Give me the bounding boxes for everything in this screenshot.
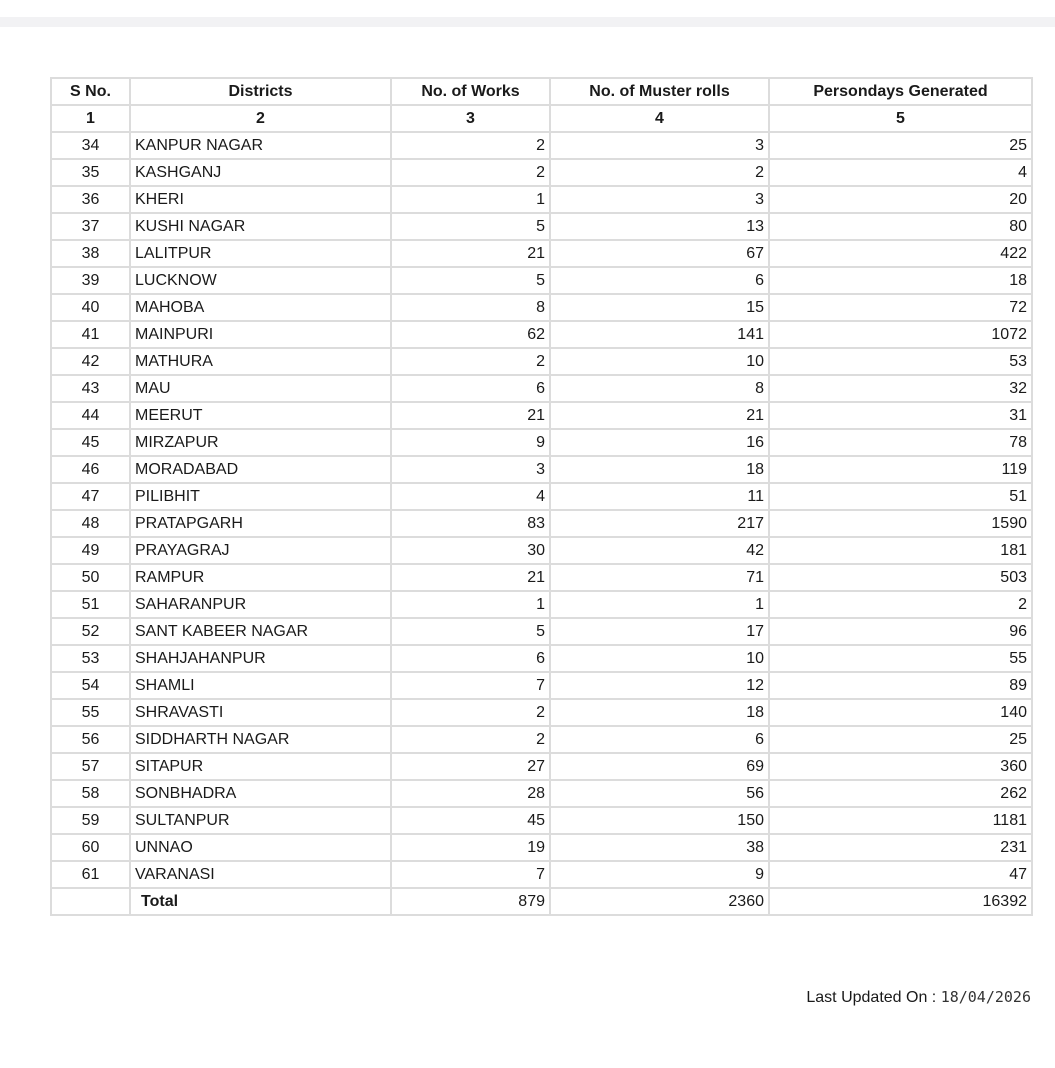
cell-muster-rolls: 217: [550, 510, 769, 537]
cell-district: MIRZAPUR: [130, 429, 391, 456]
cell-persondays: 1590: [769, 510, 1032, 537]
cell-district: VARANASI: [130, 861, 391, 888]
cell-persondays: 2: [769, 591, 1032, 618]
table-row: [51, 267, 1032, 294]
cell-persondays: 55: [769, 645, 1032, 672]
cell-sno: 39: [51, 267, 130, 294]
cell-works: 1: [391, 591, 550, 618]
table-row: [51, 240, 1032, 267]
cell-district: SHAMLI: [130, 672, 391, 699]
cell-persondays: 25: [769, 726, 1032, 753]
cell-works: 27: [391, 753, 550, 780]
cell-district: MEERUT: [130, 402, 391, 429]
cell-sno: 58: [51, 780, 130, 807]
cell-muster-rolls: 15: [550, 294, 769, 321]
total-label: Total: [130, 888, 391, 915]
header-works: No. of Works: [391, 78, 550, 105]
cell-persondays: 31: [769, 402, 1032, 429]
cell-district: SONBHADRA: [130, 780, 391, 807]
table-row: [51, 348, 1032, 375]
cell-persondays: 4: [769, 159, 1032, 186]
cell-sno: 57: [51, 753, 130, 780]
cell-sno: 45: [51, 429, 130, 456]
cell-sno: 41: [51, 321, 130, 348]
cell-persondays: 262: [769, 780, 1032, 807]
cell-works: 1: [391, 186, 550, 213]
cell-district: SHAHJAHANPUR: [130, 645, 391, 672]
table-row: [51, 456, 1032, 483]
cell-muster-rolls: 150: [550, 807, 769, 834]
last-updated-label: Last Updated On :: [806, 989, 937, 1006]
cell-sno: 47: [51, 483, 130, 510]
cell-sno: 54: [51, 672, 130, 699]
cell-works: 21: [391, 240, 550, 267]
cell-persondays: 119: [769, 456, 1032, 483]
cell-sno: 34: [51, 132, 130, 159]
cell-works: 21: [391, 564, 550, 591]
cell-persondays: 53: [769, 348, 1032, 375]
table-row: [51, 159, 1032, 186]
cell-persondays: 181: [769, 537, 1032, 564]
cell-works: 2: [391, 132, 550, 159]
cell-muster-rolls: 2: [550, 159, 769, 186]
cell-muster-rolls: 69: [550, 753, 769, 780]
column-number: 3: [391, 105, 550, 132]
cell-district: KANPUR NAGAR: [130, 132, 391, 159]
cell-sno: 44: [51, 402, 130, 429]
table-row: [51, 429, 1032, 456]
cell-district: PRAYAGRAJ: [130, 537, 391, 564]
total-muster-rolls: 2360: [550, 888, 769, 915]
cell-district: SANT KABEER NAGAR: [130, 618, 391, 645]
cell-works: 21: [391, 402, 550, 429]
cell-sno: 53: [51, 645, 130, 672]
table-row: [51, 861, 1032, 888]
cell-works: 6: [391, 645, 550, 672]
header-persondays: Persondays Generated: [769, 78, 1032, 105]
cell-sno: 59: [51, 807, 130, 834]
cell-district: LUCKNOW: [130, 267, 391, 294]
cell-district: MATHURA: [130, 348, 391, 375]
table-row: [51, 672, 1032, 699]
total-row: [51, 888, 1032, 915]
table-row: [51, 186, 1032, 213]
cell-muster-rolls: 12: [550, 672, 769, 699]
table-row: [51, 591, 1032, 618]
cell-muster-rolls: 67: [550, 240, 769, 267]
cell-persondays: 96: [769, 618, 1032, 645]
cell-muster-rolls: 13: [550, 213, 769, 240]
cell-sno: 42: [51, 348, 130, 375]
table-row: [51, 726, 1032, 753]
cell-muster-rolls: 38: [550, 834, 769, 861]
table-row: [51, 132, 1032, 159]
cell-muster-rolls: 9: [550, 861, 769, 888]
table-row: [51, 483, 1032, 510]
total-works: 879: [391, 888, 550, 915]
last-updated: [806, 988, 1031, 1007]
cell-sno: 51: [51, 591, 130, 618]
column-number: 5: [769, 105, 1032, 132]
cell-muster-rolls: 141: [550, 321, 769, 348]
cell-district: SITAPUR: [130, 753, 391, 780]
cell-persondays: 18: [769, 267, 1032, 294]
cell-works: 5: [391, 618, 550, 645]
table-row: [51, 375, 1032, 402]
cell-works: 28: [391, 780, 550, 807]
cell-persondays: 360: [769, 753, 1032, 780]
cell-muster-rolls: 16: [550, 429, 769, 456]
header-muster-rolls: No. of Muster rolls: [550, 78, 769, 105]
cell-works: 2: [391, 726, 550, 753]
cell-district: KASHGANJ: [130, 159, 391, 186]
district-report-table: [50, 77, 1033, 916]
cell-muster-rolls: 56: [550, 780, 769, 807]
cell-sno: 56: [51, 726, 130, 753]
cell-district: MAU: [130, 375, 391, 402]
cell-persondays: 1072: [769, 321, 1032, 348]
cell-persondays: 231: [769, 834, 1032, 861]
table-row: [51, 618, 1032, 645]
cell-muster-rolls: 1: [550, 591, 769, 618]
cell-muster-rolls: 8: [550, 375, 769, 402]
cell-persondays: 80: [769, 213, 1032, 240]
cell-district: MAINPURI: [130, 321, 391, 348]
cell-persondays: 20: [769, 186, 1032, 213]
cell-works: 8: [391, 294, 550, 321]
table-row: [51, 402, 1032, 429]
cell-muster-rolls: 71: [550, 564, 769, 591]
cell-district: SULTANPUR: [130, 807, 391, 834]
column-number: 4: [550, 105, 769, 132]
cell-works: 19: [391, 834, 550, 861]
cell-district: SAHARANPUR: [130, 591, 391, 618]
cell-sno: 37: [51, 213, 130, 240]
cell-sno: 35: [51, 159, 130, 186]
cell-works: 7: [391, 861, 550, 888]
cell-district: KUSHI NAGAR: [130, 213, 391, 240]
cell-sno: 52: [51, 618, 130, 645]
cell-muster-rolls: 3: [550, 186, 769, 213]
table-footer: [51, 888, 1032, 915]
cell-muster-rolls: 11: [550, 483, 769, 510]
cell-persondays: 47: [769, 861, 1032, 888]
cell-sno: 55: [51, 699, 130, 726]
header-row: [51, 78, 1032, 105]
cell-district: MAHOBA: [130, 294, 391, 321]
cell-sno: 38: [51, 240, 130, 267]
table-row: [51, 537, 1032, 564]
cell-persondays: 503: [769, 564, 1032, 591]
cell-works: 6: [391, 375, 550, 402]
cell-muster-rolls: 10: [550, 348, 769, 375]
cell-works: 9: [391, 429, 550, 456]
column-number-row: [51, 105, 1032, 132]
cell-district: KHERI: [130, 186, 391, 213]
cell-works: 83: [391, 510, 550, 537]
cell-persondays: 1181: [769, 807, 1032, 834]
cell-muster-rolls: 10: [550, 645, 769, 672]
table-row: [51, 780, 1032, 807]
header-districts: Districts: [130, 78, 391, 105]
last-updated-date: 18/04/2026: [940, 988, 1031, 1006]
cell-district: SIDDHARTH NAGAR: [130, 726, 391, 753]
cell-district: UNNAO: [130, 834, 391, 861]
cell-persondays: 32: [769, 375, 1032, 402]
table-row: [51, 564, 1032, 591]
column-number: 2: [130, 105, 391, 132]
cell-muster-rolls: 6: [550, 267, 769, 294]
table-row: [51, 834, 1032, 861]
cell-works: 5: [391, 213, 550, 240]
cell-muster-rolls: 18: [550, 699, 769, 726]
cell-muster-rolls: 21: [550, 402, 769, 429]
top-strip: [0, 17, 1055, 27]
cell-works: 45: [391, 807, 550, 834]
cell-works: 2: [391, 699, 550, 726]
cell-persondays: 140: [769, 699, 1032, 726]
cell-muster-rolls: 17: [550, 618, 769, 645]
cell-muster-rolls: 42: [550, 537, 769, 564]
cell-works: 2: [391, 159, 550, 186]
cell-persondays: 78: [769, 429, 1032, 456]
cell-works: 7: [391, 672, 550, 699]
cell-persondays: 25: [769, 132, 1032, 159]
cell-works: 3: [391, 456, 550, 483]
cell-sno: 48: [51, 510, 130, 537]
cell-sno: 61: [51, 861, 130, 888]
cell-persondays: 72: [769, 294, 1032, 321]
cell-district: MORADABAD: [130, 456, 391, 483]
cell-sno: 46: [51, 456, 130, 483]
cell-muster-rolls: 3: [550, 132, 769, 159]
table-body: [51, 132, 1032, 888]
cell-works: 30: [391, 537, 550, 564]
cell-district: PILIBHIT: [130, 483, 391, 510]
cell-district: RAMPUR: [130, 564, 391, 591]
cell-district: PRATAPGARH: [130, 510, 391, 537]
cell-sno: 49: [51, 537, 130, 564]
table-row: [51, 213, 1032, 240]
cell-sno: 60: [51, 834, 130, 861]
cell-persondays: 51: [769, 483, 1032, 510]
table-row: [51, 699, 1032, 726]
table-row: [51, 510, 1032, 537]
cell-muster-rolls: 6: [550, 726, 769, 753]
cell-sno: 43: [51, 375, 130, 402]
cell-persondays: 422: [769, 240, 1032, 267]
cell-works: 4: [391, 483, 550, 510]
cell-sno: 50: [51, 564, 130, 591]
table-row: [51, 807, 1032, 834]
table-row: [51, 321, 1032, 348]
cell-district: SHRAVASTI: [130, 699, 391, 726]
cell-muster-rolls: 18: [550, 456, 769, 483]
total-sno: [51, 888, 130, 915]
table-row: [51, 645, 1032, 672]
cell-works: 5: [391, 267, 550, 294]
column-number: 1: [51, 105, 130, 132]
header-sno: S No.: [51, 78, 130, 105]
cell-persondays: 89: [769, 672, 1032, 699]
cell-sno: 40: [51, 294, 130, 321]
total-persondays: 16392: [769, 888, 1032, 915]
cell-sno: 36: [51, 186, 130, 213]
table-header: [51, 78, 1032, 132]
table-row: [51, 294, 1032, 321]
cell-district: LALITPUR: [130, 240, 391, 267]
cell-works: 62: [391, 321, 550, 348]
cell-works: 2: [391, 348, 550, 375]
table-row: [51, 753, 1032, 780]
